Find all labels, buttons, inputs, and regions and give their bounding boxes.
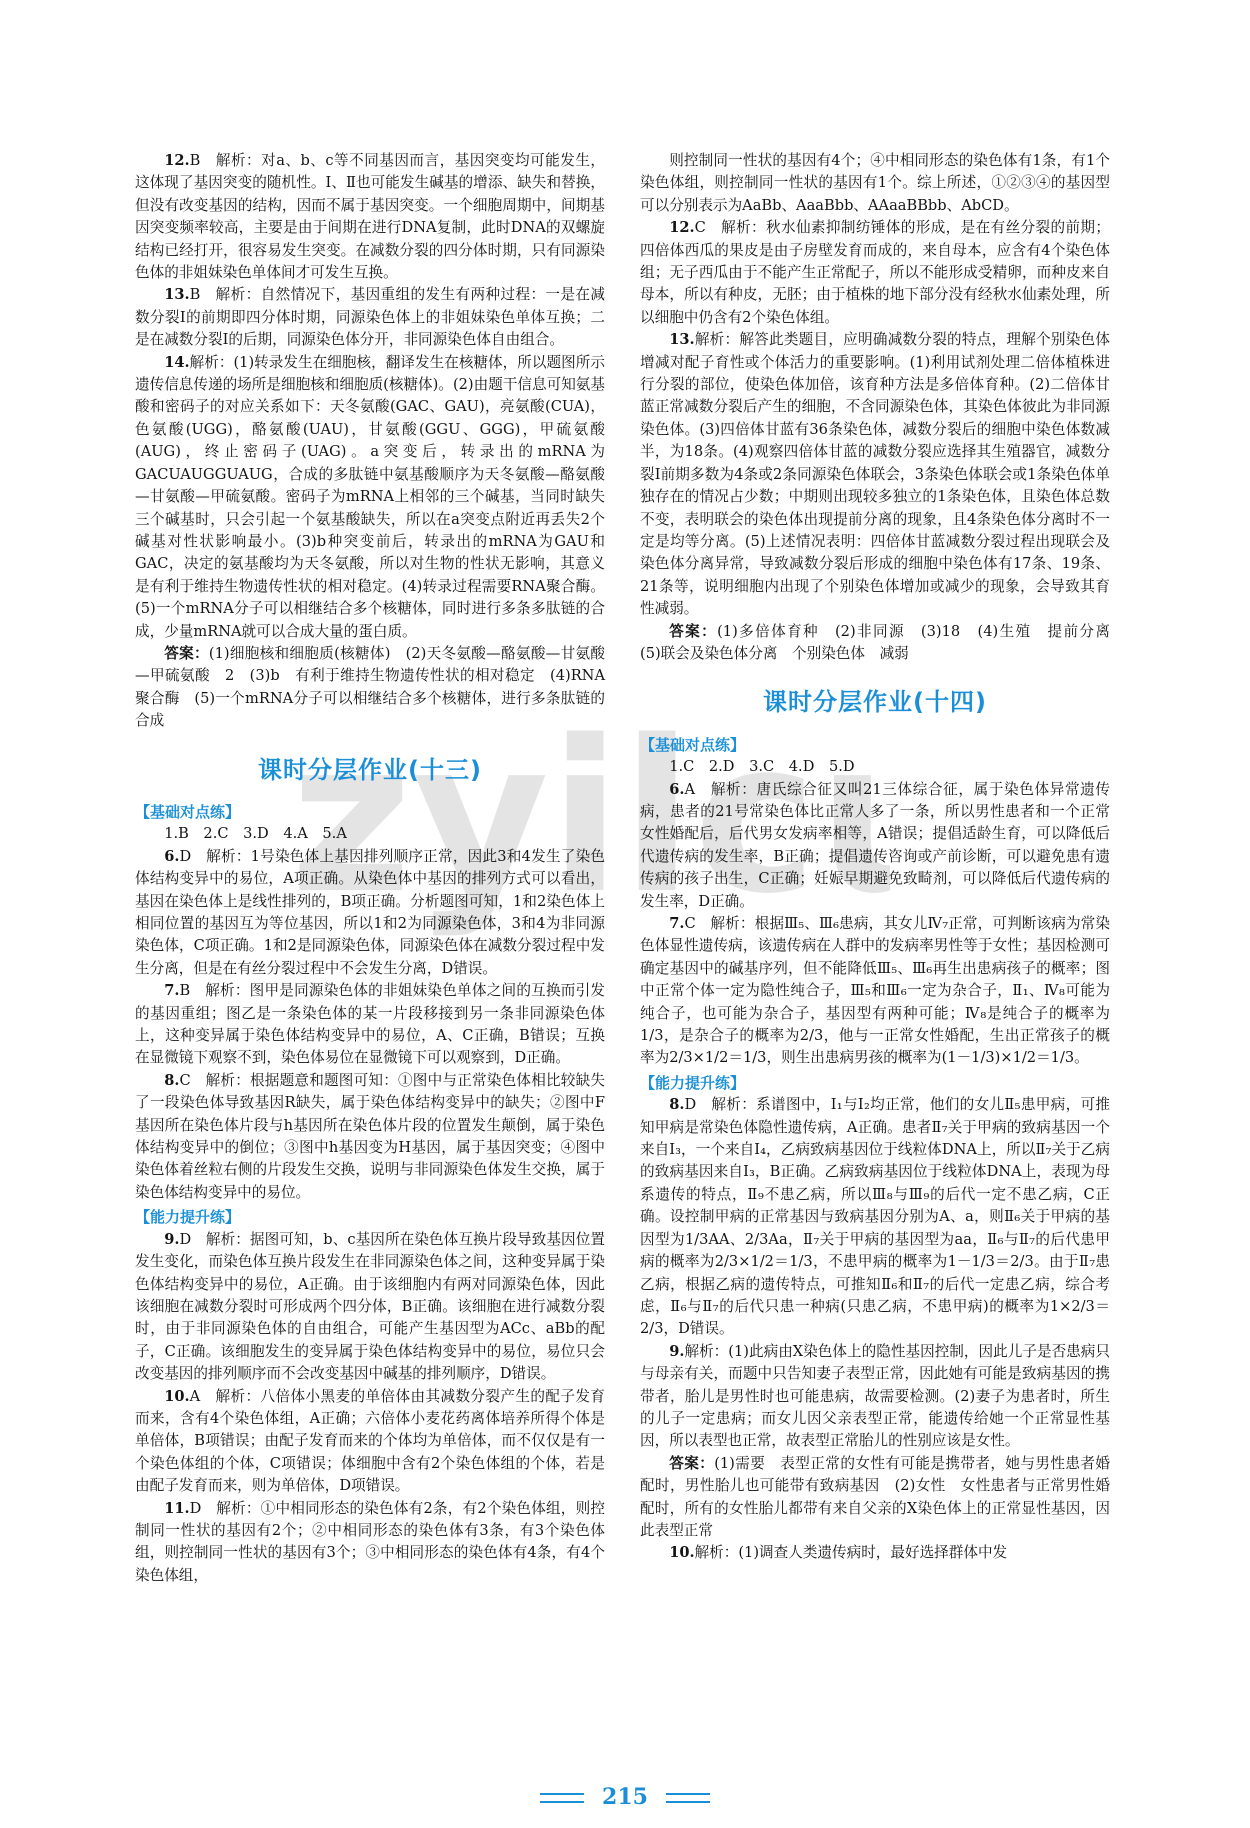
answer-paragraph: [135, 980, 605, 1070]
answer-number: 10.: [669, 1544, 695, 1562]
left-paragraphs-2: [135, 846, 605, 1205]
answer-number: 9.: [164, 1230, 180, 1248]
answer-number: 答案：: [669, 1454, 715, 1472]
answer-text: D 解析：①中相同形态的染色体有2条，有2个染色体组，则控制同一性状的基因有2个；②中相同形态的染色体有3条，有3个染色体组，则控制同一性状的基因有3个；③中相同形态的染色体有4条，有4个染色体组，: [135, 1499, 605, 1584]
answer-number: 13.: [669, 331, 695, 349]
answer-paragraph: [135, 1229, 605, 1386]
short-answers-13: 1.B 2.C 3.D 4.A 5.A: [164, 825, 347, 843]
answer-paragraph: [640, 1453, 1110, 1543]
footer-rule-left: [540, 1793, 584, 1803]
answer-paragraph: [640, 217, 1110, 329]
answer-paragraph: [640, 1094, 1110, 1340]
right-column: [640, 150, 1125, 1565]
answer-paragraph: [640, 913, 1110, 1070]
answer-text: A 解析：唐氏综合征又叫21三体综合征，属于染色体异常遗传病，患者的21号常染色体比正常人多了一条，所以男性患者和一个正常女性婚配后，后代男女发病率相等，A错误；提倡适龄生育，可以降低后代遗传病的发生率，B正确；提倡遗传咨询或产前诊断，可以避免患有遗传病的孩子出生，C正确；妊娠早期避免致畸剂，可以降低后代遗传病的发生率，D正确。: [640, 780, 1110, 910]
left-paragraphs-3: [135, 1229, 605, 1588]
tag-basic-13: 【基础对点练】: [135, 802, 241, 821]
answer-paragraph: [640, 329, 1110, 620]
answer-paragraph: [135, 150, 605, 284]
answer-text: 则控制同一性状的基因有4个；④中相同形态的染色体有1条，有1个染色体组，则控制同一性状的基因有1个。综上所述，①②③④的基因型可以分别表示为AaBb、AaaBbb、AAaaBBbb、AbCD。: [640, 152, 1110, 214]
answer-text: C 解析：根据Ⅲ₅、Ⅲ₆患病，其女儿Ⅳ₇正常，可判断该病为常染色体显性遗传病，该遗传病在人群中的发病率男性等于女性；基因检测可确定基因中的碱基序列，但不能降低Ⅲ₅、Ⅲ₆再生出患病孩子的概率；图中正常个体一定为隐性纯合子，Ⅲ₅和Ⅲ₆一定为杂合子，Ⅱ₁、Ⅳ₈可能为纯合子，也可能为杂合子，基因型有两种可能；Ⅳ₈是纯合子的概率为1/3，是杂合子的概率为2/3，他与一正常女性婚配，生出正常孩子的概率为2/3×1/2＝1/3，则生出患病男孩的概率为(1－1/3)×1/2＝1/3。: [640, 915, 1110, 1067]
answer-number: 12.: [669, 219, 695, 237]
answer-text: D 解析：1号染色体上基因排列顺序正常，因此3和4发生了染色体结构变异中的易位，A项正确。从染色体中基因的排列方式可以看出，基因在染色体上是线性排列的，B项正确。分析题图可知，1和2染色体上相同位置的基因互为等位基因，所以1和2为同源染色体，3和4为非同源染色体，C项正确。1和2是同源染色体，同源染色体在减数分裂过程中发生分离，但是在有丝分裂过程中不会发生分离，D错误。: [135, 847, 605, 977]
answer-paragraph: [135, 846, 605, 980]
answer-paragraph: [640, 150, 1110, 217]
answer-text: B 解析：自然情况下，基因重组的发生有两种过程：一是在减数分裂Ⅰ的前期即四分体时期，同源染色体上的非姐妹染色单体互换；二是在减数分裂Ⅰ的后期，同源染色体分开，非同源染色体自由组合。: [135, 286, 605, 349]
answer-paragraph: [640, 621, 1125, 666]
right-paragraphs-2: [640, 779, 1110, 1070]
answer-number: 7.: [164, 982, 180, 1000]
answer-text: (1)细胞核和细胞质(核糖体) (2)天冬氨酸—酪氨酸—甘氨酸—甲硫氨酸 2 (3)b 有利于维持生物遗传性状的相对稳定 (4)RNA聚合酶 (5)一个mRNA分子可以相继结合多个核糖体，进行多条肽链的合成: [135, 644, 605, 730]
answer-text: A 解析：八倍体小黑麦的单倍体由其减数分裂产生的配子发育而来，含有4个染色体组，A正确；六倍体小麦花药离体培养所得个体是单倍体，B项错误；由配子发育而来的个体均为单倍体，而不仅仅是有一个染色体组的个体，C项错误；体细胞中含有2个染色体组的个体，若是由配子发育而来，则为单倍体，D项错误。: [135, 1387, 605, 1495]
answer-number: 9.: [669, 1342, 685, 1360]
right-paragraphs-1: [640, 150, 1125, 665]
answer-number: 答案：: [164, 644, 209, 662]
answer-text: D 解析：系谱图中，Ⅰ₁与Ⅰ₂均正常，他们的女儿Ⅱ₅患甲病，可推知甲病是常染色体隐性遗传病，A正确。患者Ⅱ₇关于甲病的致病基因一个来自Ⅰ₃，一个来自Ⅰ₄，乙病致病基因位于线粒体DNA上，所以Ⅱ₇关于乙病的致病基因来自Ⅰ₃，B正确。乙病致病基因位于线粒体DNA上，表现为母系遗传的特点，Ⅱ₉不患乙病，所以Ⅲ₈与Ⅲ₉的后代一定不患乙病，C正确。设控制甲病的正常基因与致病基因分别为A、a，则Ⅱ₆关于甲病的基因型为1/3AA、2/3Aa，Ⅱ₇关于甲病的基因型为aa，Ⅱ₆与Ⅱ₇的后代患甲病的概率为2/3×1/2＝1/3，不患甲病的概率为1－1/3＝2/3。由于Ⅱ₇患乙病，根据乙病的遗传特点，可推知Ⅱ₆和Ⅱ₇的后代一定患乙病，综合考虑，Ⅱ₆与Ⅱ₇的后代只患一种病(只患乙病，不患甲病)的概率为1×2/3＝2/3，D错误。: [640, 1096, 1110, 1338]
answer-text: C 解析：根据题意和题图可知：①图中与正常染色体相比较缺失了一段染色体导致基因R缺失，属于染色体结构变异中的缺失；②图中F基因所在染色体片段与h基因所在染色体片段的位置发生颠倒，属于染色体结构变异中的倒位；③图中h基因变为H基因，属于基因突变；④图中染色体着丝粒右侧的片段发生交换，说明与非同源染色体发生交换，属于染色体结构变异中的易位。: [135, 1071, 605, 1201]
answer-paragraph: [135, 1386, 605, 1498]
answer-number: 11.: [164, 1499, 190, 1517]
answer-number: 13.: [164, 286, 190, 304]
left-paragraphs-1: [135, 150, 605, 733]
answer-number: 10.: [164, 1387, 190, 1405]
answer-text: 解析：(1)转录发生在细胞核，翻译发生在核糖体，所以题图所示遗传信息传递的场所是细胞核和细胞质(核糖体)。(2)由题干信息可知氨基酸和密码子的对应关系如下：天冬氨酸(GAC、GAU)，亮氨酸(CUA)，色氨酸(UGG)，酪氨酸(UAU)，甘氨酸(GGU、GGG)，甲硫氨酸(AUG)，终止密码子(UAG)。a突变后，转录出的mRNA为GACUAUGGUAUG，合成的多肽链中氨基酸顺序为天冬氨酸—酪氨酸—甘氨酸—甲硫氨酸。密码子为mRNA上相邻的三个碱基，当同时缺失三个碱基时，只会引起一个氨基酸缺失，所以在a突变点附近再丢失2个碱基对性状影响最小。(3)b种突变前后，转录出的mRNA为GAU和GAC，决定的氨基酸均为天冬氨酸，所以对生物的性状无影响，其意义是有利于维持生物遗传性状的相对稳定。(4)转录过程需要RNA聚合酶。(5)一个mRNA分子可以相继结合多个核糖体，同时进行多条多肽链的合成，少量mRNA就可以合成大量的蛋白质。: [135, 353, 605, 640]
tag-ability-13: 【能力提升练】: [135, 1208, 241, 1227]
answer-number: 6.: [164, 847, 180, 865]
answer-number: 6.: [669, 780, 685, 798]
answer-text: (1)多倍体育种 (2)非同源 (3)18 (4)生殖 提前分离 (5)联会及染色体分离 个别染色体 减弱: [640, 622, 1125, 662]
answer-paragraph: [640, 1341, 1110, 1453]
answer-number: 答案：: [669, 622, 718, 640]
answer-text: 解析：(1)此病由X染色体上的隐性基因控制，因此儿子是否患病只与母亲有关，而题中只告知妻子表型正常，因此她有可能是致病基因的携带者，胎儿是男性时也可能患病，故需要检测。(2)妻子为患者时，所生的儿子一定患病；而女儿因父亲表型正常，能遗传给她一个正常显性基因，所以表型也正常，故表型正常胎儿的性别应该是女性。: [640, 1342, 1110, 1450]
answer-number: 12.: [164, 152, 190, 169]
answer-paragraph: [640, 1542, 1110, 1564]
answer-paragraph: [135, 643, 605, 733]
tag-ability-14: 【能力提升练】: [640, 1073, 746, 1092]
answer-text: B 解析：图甲是同源染色体的非姐妹染色单体之间的互换而引发的基因重组；图乙是一条染色体的某一片段移接到另一条非同源染色体上，这种变异属于染色体结构变异中的易位，A、C正确，B错误；互换在显微镜下观察不到，染色体易位在显微镜下可以观察到，D正确。: [135, 982, 605, 1067]
left-column: [135, 150, 605, 1587]
answer-text: B 解析：对a、b、c等不同基因而言，基因突变均可能发生，这体现了基因突变的随机性。Ⅰ、Ⅱ也可能发生碱基的增添、缺失和替换，但没有改变基因的结构，因而不属于基因突变。一个细胞周期中，间期基因突变频率较高，主要是由于间期在进行DNA复制，此时DNA的双螺旋结构已经打开，很容易发生突变。在减数分裂的四分体时期，只有同源染色体的非姐妹染色单体间才可发生互换。: [135, 152, 605, 282]
right-paragraphs-3: [640, 1094, 1110, 1565]
answer-text: C 解析：秋水仙素抑制纺锤体的形成，是在有丝分裂的前期；四倍体西瓜的果皮是由子房壁发育而成的，来自母本，应含有4个染色体组；无子西瓜由于不能产生正常配子，所以不能形成受精卵，而种皮来自母本，所以有种皮，无胚；由于植株的地下部分没有经秋水仙素处理，所以细胞中仍含有2个染色体组。: [640, 219, 1110, 326]
answer-paragraph: [135, 352, 605, 643]
page-number: 215: [602, 1784, 648, 1810]
answer-text: D 解析：据图可知，b、c基因所在染色体互换片段导致基因位置发生变化，而染色体互换片段发生在非同源染色体之间，这种变异属于染色体结构变异中的易位，A正确。由于该细胞内有两对同源染色体，因此该细胞在减数分裂时可形成两个四分体，B正确。该细胞在进行减数分裂时，由于非同源染色体的自由组合，可能产生基因型为ACc、aBb的配子，C正确。该细胞发生的变异属于染色体结构变异中的易位，易位只会改变基因的排列顺序而不会改变基因中碱基的排列顺序，D错误。: [135, 1230, 605, 1383]
footer-rule-right: [666, 1793, 710, 1803]
short-answers-14: 1.C 2.D 3.C 4.D 5.D: [669, 758, 855, 776]
answer-number: 7.: [669, 915, 685, 932]
section-heading-13: 课时分层作业(十三): [258, 755, 482, 784]
answer-text: 解析：解答此类题目，应明确减数分裂的特点，理解个别染色体增减对配子育性或个体活力的重要影响。(1)利用试剂处理二倍体植株进行分裂的部位，使染色体加倍，该育种方法是多倍体育种。(2)二倍体甘蓝正常减数分裂后产生的细胞，不含同源染色体，其染色体彼此为非同源染色体。(3)四倍体甘蓝有36条染色体，减数分裂后的细胞中染色体数减半，为18条。(4)观察四倍体甘蓝的减数分裂应选择其生殖器官，减数分裂Ⅰ前期多数为4条或2条同源染色体联会，3条染色体联会或1条染色体单独存在的情况占少数；中期则出现较多独立的1条染色体，且染色体总数不变，表明联会的染色体出现提前分离的现象，且4条染色体分离时不一定是均等分离。(5)上述情况表明：四倍体甘蓝减数分裂过程出现联会及染色体分离异常，导致减数分裂后形成的细胞中染色体有17条、19条、21条等，说明细胞内出现了个别染色体增加或减少的现象，会导致其育性减弱。: [640, 331, 1110, 618]
answer-paragraph: [135, 1070, 605, 1204]
answer-paragraph: [640, 779, 1110, 913]
answer-paragraph: [135, 1498, 605, 1588]
answer-number: 8.: [164, 1071, 180, 1089]
watermark-text: zyilc: [290, 700, 818, 940]
answer-text: (1)需要 表型正常的女性有可能是携带者，她与男性患者婚配时，男性胎儿也可能带有致病基因 (2)女性 女性患者与正常男性婚配时，所有的女性胎儿都带有来自父亲的X染色体上的正常显性基因，因此表型正常: [640, 1454, 1110, 1539]
answer-paragraph: [135, 284, 605, 351]
answer-number: 14.: [164, 353, 190, 371]
page-number-footer: [0, 1784, 1250, 1810]
tag-basic-14: 【基础对点练】: [640, 735, 746, 754]
answer-text: 解析：(1)调查人类遗传病时，最好选择群体中发: [694, 1544, 1008, 1562]
section-heading-14: 课时分层作业(十四): [763, 688, 987, 717]
answer-number: 8.: [669, 1096, 685, 1114]
